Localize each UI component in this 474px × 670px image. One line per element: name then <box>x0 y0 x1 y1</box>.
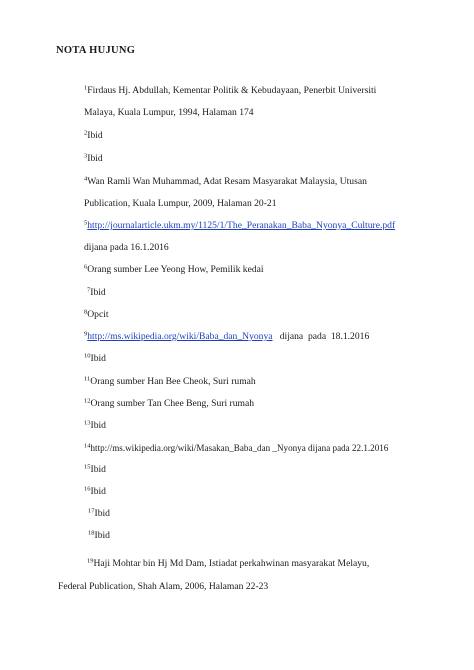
footnote-text: http://ms.wikipedia.org/wiki/Masakan_Baba_dan _Nyonya dijana pada 22.1.2016 <box>90 443 389 453</box>
footnote-number: 9 <box>84 330 88 338</box>
footnote-number: 8 <box>84 308 88 316</box>
footnote-text: Ibid <box>90 464 106 475</box>
footnote-number: 16 <box>84 485 91 493</box>
footnote-3 <box>84 153 103 165</box>
footnote-1 <box>84 85 376 97</box>
footnote-text: Orang sumber Han Bee Cheok, Suri rumah <box>90 376 256 387</box>
footnote-8 <box>84 309 109 321</box>
footnote-number: 5 <box>84 219 88 227</box>
footnote-19 <box>87 558 369 570</box>
footnote-14 <box>84 442 388 454</box>
footnote-number: 11 <box>84 375 91 383</box>
footnote-9 <box>84 331 369 343</box>
footnote-text: Ibid <box>87 130 103 141</box>
footnote-number: 13 <box>84 419 91 427</box>
footnote-text: Publication, Kuala Lumpur, 2009, Halaman 20-21 <box>84 198 277 209</box>
footnote-number: 18 <box>88 529 95 537</box>
footnote-15 <box>84 464 106 476</box>
footnote-text: Ibid <box>90 486 106 497</box>
footnote-12 <box>84 398 254 410</box>
footnote-13 <box>84 420 106 432</box>
footnote-11 <box>84 376 256 388</box>
footnote-number: 12 <box>84 397 91 405</box>
footnote-text: Opcit <box>87 309 109 320</box>
footnote-text: Federal Publication, Shah Alam, 2006, Halaman 22-23 <box>58 581 269 592</box>
footnote-number: 7 <box>87 286 91 294</box>
footnote-text: Ibid <box>90 287 106 298</box>
footnote-text: Ibid <box>87 153 103 164</box>
footnote-16 <box>84 486 106 498</box>
footnote-number: 15 <box>84 463 91 471</box>
footnote-number: 4 <box>84 175 88 183</box>
footnote-6 <box>84 264 264 276</box>
footnote-5-cont <box>84 242 169 254</box>
footnote-text: Firdaus Hj. Abdullah, Kementar Politik & Kebudayaan, Penerbit Universiti <box>87 85 377 96</box>
footnote-5 <box>84 220 395 232</box>
footnote-number: 3 <box>84 152 88 160</box>
footnote-number: 19 <box>87 557 94 565</box>
footnote-19-cont <box>58 581 268 593</box>
footnote-text: Ibid <box>94 530 110 541</box>
footnote-text: Ibid <box>90 420 106 431</box>
footnote-text: Wan Ramli Wan Muhammad, Adat Resam Masyarakat Malaysia, Utusan <box>87 176 367 187</box>
footnote-text: Malaya, Kuala Lumpur, 1994, Halaman 174 <box>84 107 254 118</box>
footnote-text: Orang sumber Tan Chee Beng, Suri rumah <box>90 398 255 409</box>
footnote-text: Ibid <box>94 508 110 519</box>
footnote-4-cont <box>84 198 277 210</box>
footnote-link[interactable]: http://journalarticle.ukm.my/1125/1/The_Peranakan_Baba_Nyonya_Culture.pdf <box>87 220 396 231</box>
footnote-number: 6 <box>84 263 88 271</box>
footnote-number: 2 <box>84 129 88 137</box>
footnote-text: Orang sumber Lee Yeong How, Pemilik kedai <box>87 264 264 275</box>
footnote-number: 17 <box>88 507 95 515</box>
footnote-text: Ibid <box>90 353 106 364</box>
footnote-number: 14 <box>84 442 91 450</box>
footnote-10 <box>84 353 106 365</box>
footnote-2 <box>84 130 103 142</box>
footnote-text: dijana pada 18.1.2016 <box>272 331 370 342</box>
footnote-number: 10 <box>84 352 91 360</box>
page-title: NOTA HUJUNG <box>56 45 136 56</box>
footnote-link[interactable]: http://ms.wikipedia.org/wiki/Baba_dan_Nyonya <box>87 331 273 342</box>
footnote-18 <box>88 530 110 542</box>
footnote-17 <box>88 508 110 520</box>
footnote-7 <box>87 287 106 299</box>
footnote-number: 1 <box>84 84 88 92</box>
footnote-1-cont <box>84 107 254 119</box>
footnote-4 <box>84 176 367 188</box>
footnote-text: Haji Mohtar bin Hj Md Dam, Istiadat perkahwinan masyarakat Melayu, <box>93 558 370 569</box>
footnote-text: dijana pada 16.1.2016 <box>84 242 169 253</box>
